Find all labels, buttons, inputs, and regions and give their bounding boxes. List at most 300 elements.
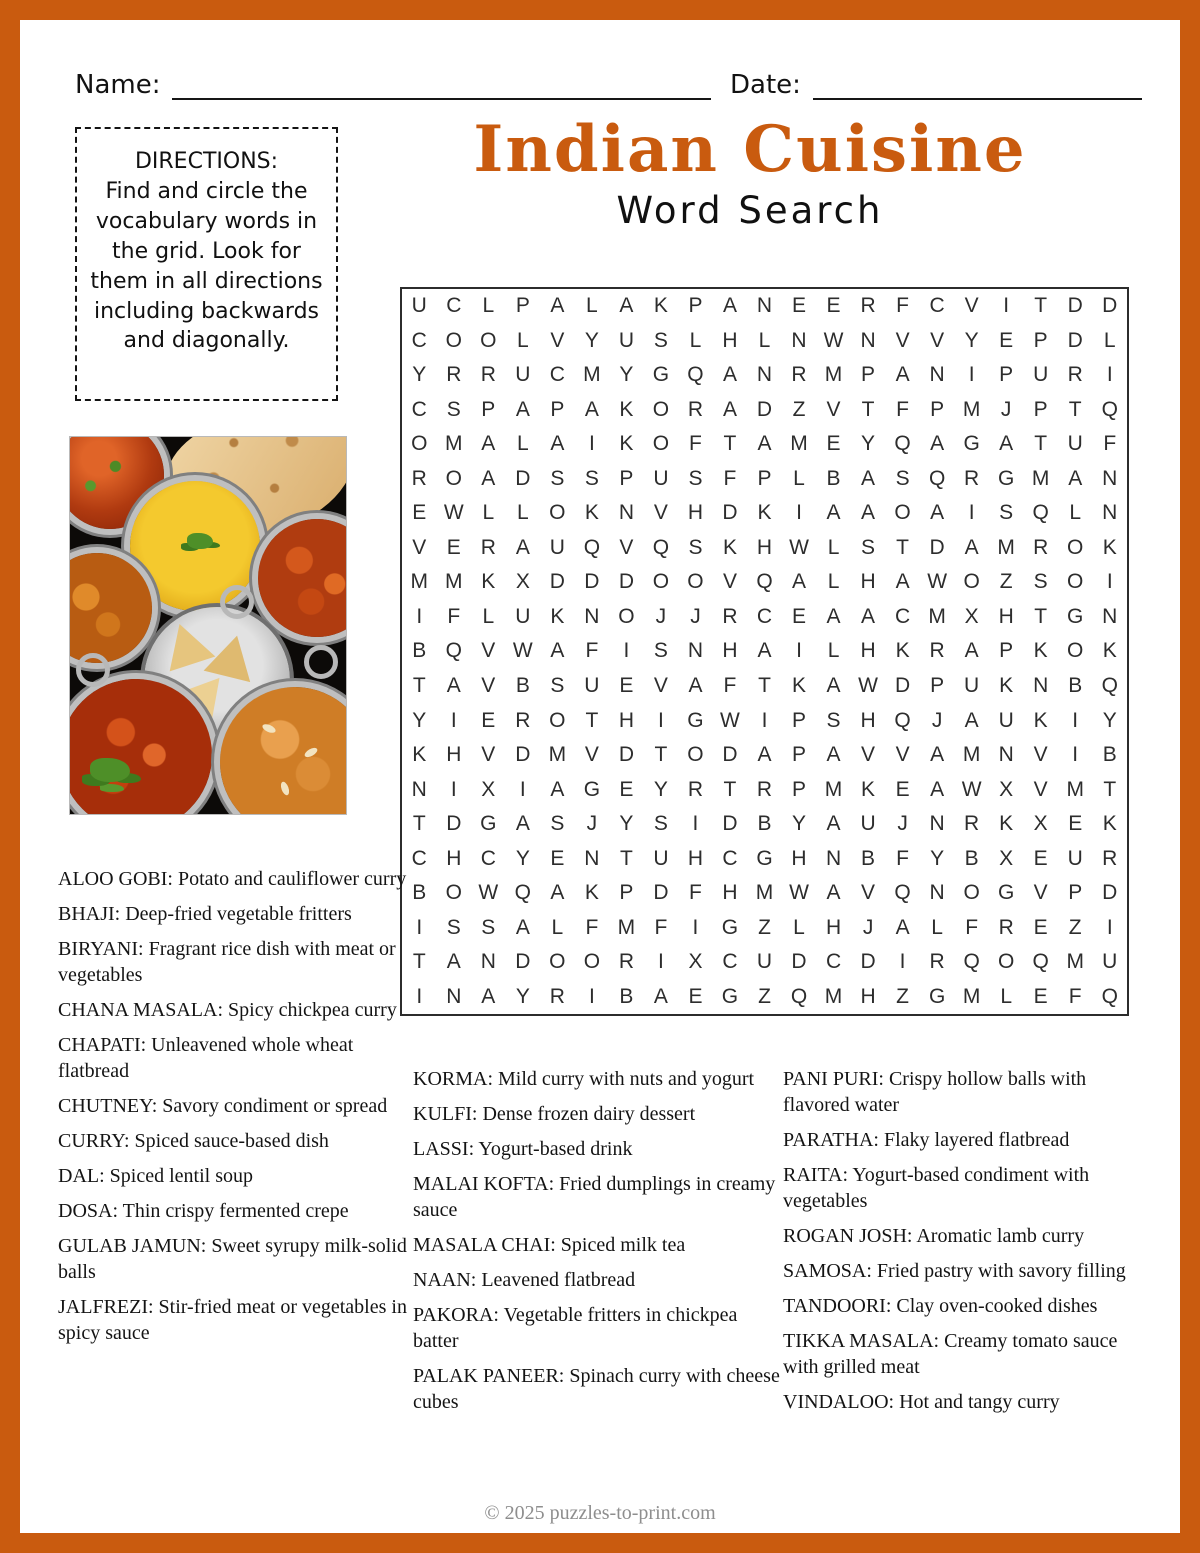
grid-letter: A xyxy=(861,466,876,490)
grid-letter: X xyxy=(515,570,530,594)
grid-letter: I xyxy=(692,812,699,836)
grid-letter: K xyxy=(722,535,737,559)
date-write-line xyxy=(813,66,1142,100)
grid-letter: L xyxy=(1000,984,1012,1008)
grid-letter: P xyxy=(930,674,945,698)
grid-letter: Q xyxy=(790,984,808,1008)
grid-letter: W xyxy=(789,881,809,905)
grid-letter: G xyxy=(997,881,1015,905)
grid-letter: A xyxy=(930,777,945,801)
grid-letter: R xyxy=(618,950,634,974)
grid-letter: S xyxy=(550,466,565,490)
grid-letter: G xyxy=(928,984,946,1008)
grid-letter: V xyxy=(550,328,565,352)
grid-letter: J xyxy=(690,604,701,628)
grid-letter: L xyxy=(793,466,805,490)
grid-letter: U xyxy=(1033,363,1049,387)
grid-letter: D xyxy=(446,812,462,836)
word-list-entry: TANDOORI: Clay oven-cooked dishes xyxy=(783,1295,1098,1317)
grid-letter: T xyxy=(1103,777,1117,801)
grid-letter: F xyxy=(689,881,702,905)
grid-letter: U xyxy=(1102,950,1118,974)
grid-letter: M xyxy=(962,984,981,1008)
grid-letter: I xyxy=(416,984,423,1008)
grid-letter: S xyxy=(653,639,668,663)
grid-letter: A xyxy=(1068,466,1083,490)
grid-letter: G xyxy=(687,708,704,732)
grid-letter: R xyxy=(756,777,773,801)
word-list-column-right xyxy=(783,1066,1149,1424)
grid-letter: P xyxy=(757,466,772,490)
grid-letter: P xyxy=(1068,881,1083,905)
grid-letter: K xyxy=(895,639,910,663)
grid-letter: C xyxy=(549,363,565,387)
grid-letter: E xyxy=(792,604,807,628)
word-list-entry: NAAN: Leavened flatbread xyxy=(413,1269,636,1291)
grid-letter: B xyxy=(964,846,979,870)
grid-letter: F xyxy=(689,432,702,456)
grid-letter: J xyxy=(1000,397,1012,421)
grid-letter: B xyxy=(1102,743,1117,767)
grid-letter: K xyxy=(1102,812,1117,836)
grid-letter: T xyxy=(1034,432,1048,456)
grid-letter: H xyxy=(446,846,462,870)
word-list-entry: BIRYANI: Fragrant rice dish with meat or vegetables xyxy=(58,938,396,986)
grid-letter: N xyxy=(584,846,600,870)
grid-letter: I xyxy=(588,984,595,1008)
grid-letter: E xyxy=(1033,915,1048,939)
grid-letter: T xyxy=(412,674,426,698)
grid-letter: Q xyxy=(583,535,601,559)
grid-letter: A xyxy=(550,639,565,663)
grid-letter: A xyxy=(757,432,772,456)
grid-letter: V xyxy=(826,397,841,421)
grid-letter: D xyxy=(618,743,634,767)
grid-letter: I xyxy=(658,950,664,974)
word-list-entry: PALAK PANEER: Spinach curry with cheese cubes xyxy=(413,1365,780,1413)
grid-letter: G xyxy=(583,777,601,801)
grid-letter: T xyxy=(758,674,771,698)
grid-letter: H xyxy=(791,846,807,870)
grid-letter: N xyxy=(929,812,945,836)
grid-letter: H xyxy=(860,639,876,663)
grid-letter: A xyxy=(550,881,565,905)
grid-letter: N xyxy=(929,881,945,905)
grid-letter: Q xyxy=(1101,984,1118,1008)
grid-letter: P xyxy=(930,397,945,421)
grid-letter: P xyxy=(550,397,565,421)
grid-letter: T xyxy=(619,846,633,870)
grid-letter: P xyxy=(999,363,1014,387)
grid-letter: V xyxy=(895,328,910,352)
grid-letter: D xyxy=(929,535,945,559)
grid-letter: Q xyxy=(1032,950,1049,974)
grid-letter: N xyxy=(1102,501,1118,525)
grid-letter: C xyxy=(929,294,945,318)
grid-letter: T xyxy=(412,812,426,836)
grid-letter: G xyxy=(1067,604,1084,628)
grid-letter: I xyxy=(658,708,664,732)
word-list-entry: PARATHA: Flaky layered flatbread xyxy=(783,1129,1070,1151)
grid-letter: V xyxy=(964,294,979,318)
grid-letter: Y xyxy=(619,812,634,836)
grid-letter: F xyxy=(447,604,461,628)
grid-letter: W xyxy=(478,881,499,905)
grid-letter: A xyxy=(895,363,910,387)
grid-letter: D xyxy=(722,812,738,836)
grid-letter: P xyxy=(1033,397,1048,421)
name-write-line xyxy=(172,66,711,100)
grid-letter: E xyxy=(619,674,634,698)
grid-letter: A xyxy=(895,570,910,594)
grid-letter: R xyxy=(549,984,565,1008)
grid-letter: P xyxy=(792,777,807,801)
grid-letter: E xyxy=(826,432,841,456)
grid-letter: R xyxy=(964,466,980,490)
grid-letter: V xyxy=(861,743,876,767)
grid-letter: F xyxy=(654,915,668,939)
grid-letter: K xyxy=(481,570,496,594)
grid-letter: O xyxy=(549,501,566,525)
word-list-entry: ROGAN JOSH: Aromatic lamb curry xyxy=(783,1225,1085,1247)
grid-letter: I xyxy=(761,708,768,732)
grid-letter: A xyxy=(722,294,737,318)
grid-letter: B xyxy=(515,674,530,698)
page-subtitle: Word Search xyxy=(616,189,884,233)
grid-letter: G xyxy=(721,984,739,1008)
grid-letter: I xyxy=(1072,743,1079,767)
grid-letter: E xyxy=(446,535,461,559)
grid-letter: T xyxy=(896,535,909,559)
grid-letter: A xyxy=(861,604,876,628)
grid-letter: P xyxy=(999,639,1014,663)
grid-letter: M xyxy=(962,397,981,421)
grid-letter: A xyxy=(826,501,841,525)
grid-letter: V xyxy=(653,674,668,698)
grid-letter: O xyxy=(894,501,911,525)
word-list-entry: CHANA MASALA: Spicy chickpea curry xyxy=(58,999,397,1021)
grid-letter: R xyxy=(515,708,531,732)
grid-letter: V xyxy=(722,570,737,594)
word-list-entry: TIKKA MASALA: Creamy tomato sauce with grilled meat xyxy=(783,1330,1118,1378)
word-list-entry: CURRY: Spiced sauce-based dish xyxy=(58,1130,329,1152)
grid-letter: L xyxy=(482,501,495,525)
grid-letter: K xyxy=(861,777,876,801)
grid-letter: A xyxy=(653,984,668,1008)
grid-letter: L xyxy=(1103,328,1116,352)
date-field xyxy=(730,66,1142,100)
grid-letter: D xyxy=(653,881,669,905)
grid-letter: M xyxy=(928,604,946,628)
grid-letter: R xyxy=(1033,535,1049,559)
grid-letter: H xyxy=(687,501,704,525)
grid-letter: Z xyxy=(999,570,1013,594)
copyright-footer: © 2025 puzzles-to-print.com xyxy=(484,1502,716,1524)
grid-letter: J xyxy=(655,604,667,628)
grid-letter: I xyxy=(519,777,526,801)
grid-letter: D xyxy=(1067,294,1083,318)
grid-letter: I xyxy=(968,363,975,387)
grid-letter: P xyxy=(515,294,530,318)
grid-letter: A xyxy=(688,674,703,698)
grid-letter: Y xyxy=(412,363,427,387)
grid-letter: A xyxy=(930,743,945,767)
grid-letter: O xyxy=(997,950,1015,974)
grid-letter: E xyxy=(1033,846,1048,870)
grid-letter: Y xyxy=(930,846,945,870)
grid-letter: H xyxy=(756,535,773,559)
word-list-entry: CHAPATI: Unleavened whole wheat flatbread xyxy=(58,1034,354,1082)
grid-letter: I xyxy=(1106,363,1113,387)
grid-letter: A xyxy=(964,639,979,663)
grid-letter: L xyxy=(827,639,840,663)
grid-letter: S xyxy=(584,466,599,490)
grid-letter: N xyxy=(446,984,462,1008)
grid-letter: G xyxy=(652,363,670,387)
grid-letter: A xyxy=(826,604,841,628)
grid-letter: V xyxy=(412,535,427,559)
grid-letter: A xyxy=(826,743,841,767)
grid-letter: I xyxy=(1003,294,1010,318)
grid-letter: W xyxy=(720,708,740,732)
grid-letter: N xyxy=(411,777,427,801)
grid-letter: M xyxy=(997,535,1015,559)
grid-letter: C xyxy=(895,604,911,628)
grid-letter: X xyxy=(999,846,1014,870)
grid-letter: F xyxy=(585,915,599,939)
grid-letter: P xyxy=(792,708,807,732)
grid-letter: Q xyxy=(1101,397,1118,421)
grid-letter: M xyxy=(790,432,808,456)
grid-letter: R xyxy=(1102,846,1118,870)
grid-letter: M xyxy=(445,432,463,456)
grid-letter: K xyxy=(1033,708,1048,732)
grid-letter: A xyxy=(515,535,530,559)
grid-letter: K xyxy=(1102,639,1117,663)
grid-letter: V xyxy=(1033,743,1048,767)
grid-letter: U xyxy=(515,604,531,628)
grid-letter: R xyxy=(687,397,704,421)
grid-letter: L xyxy=(1069,501,1082,525)
grid-letter: U xyxy=(998,708,1014,732)
indian-food-photo xyxy=(70,437,346,814)
grid-letter: V xyxy=(653,501,668,525)
grid-letter: R xyxy=(446,363,462,387)
grid-letter: Q xyxy=(963,950,980,974)
word-list-entry: KORMA: Mild curry with nuts and yogurt xyxy=(413,1068,755,1090)
grid-letter: O xyxy=(1067,570,1084,594)
grid-letter: G xyxy=(721,915,739,939)
grid-letter: C xyxy=(411,397,427,421)
grid-letter: A xyxy=(550,294,565,318)
grid-letter: O xyxy=(963,570,980,594)
grid-letter: H xyxy=(722,328,738,352)
grid-letter: Y xyxy=(1102,708,1117,732)
grid-letter: G xyxy=(480,812,497,836)
grid-letter: S xyxy=(446,397,461,421)
grid-letter: B xyxy=(757,812,772,836)
grid-letter: W xyxy=(961,777,982,801)
grid-letter: S xyxy=(653,812,668,836)
grid-letter: B xyxy=(619,984,634,1008)
grid-letter: A xyxy=(930,432,945,456)
grid-letter: T xyxy=(585,708,599,732)
grid-letter: C xyxy=(411,328,427,352)
grid-letter: A xyxy=(895,915,910,939)
grid-letter: S xyxy=(550,674,565,698)
word-list-entry: GULAB JAMUN: Sweet syrupy milk-solid balls xyxy=(58,1235,407,1283)
grid-letter: O xyxy=(687,743,704,767)
grid-letter: R xyxy=(791,363,807,387)
grid-letter: O xyxy=(583,950,601,974)
grid-letter: Y xyxy=(653,777,668,801)
grid-letter: C xyxy=(411,846,427,870)
grid-letter: N xyxy=(860,328,876,352)
grid-letter: Q xyxy=(928,466,946,490)
grid-letter: X xyxy=(1033,812,1048,836)
grid-letter: S xyxy=(826,708,841,732)
grid-letter: K xyxy=(584,881,599,905)
grid-letter: E xyxy=(792,294,807,318)
grid-letter: Q xyxy=(445,639,462,663)
grid-letter: L xyxy=(586,294,598,318)
grid-letter: A xyxy=(826,674,841,698)
grid-letter: Q xyxy=(514,881,531,905)
grid-letter: Y xyxy=(584,328,599,352)
grid-letter: K xyxy=(619,397,634,421)
grid-letter: S xyxy=(550,812,565,836)
grid-letter: A xyxy=(550,777,565,801)
grid-letter: G xyxy=(997,466,1015,490)
grid-letter: I xyxy=(450,708,457,732)
word-list-entry: SAMOSA: Fried pastry with savory filling xyxy=(783,1260,1126,1282)
grid-letter: F xyxy=(896,846,909,870)
word-list-column-left xyxy=(58,866,410,1355)
grid-letter: Y xyxy=(964,328,979,352)
grid-letter: A xyxy=(722,397,737,421)
grid-letter: E xyxy=(999,328,1014,352)
grid-letter: I xyxy=(623,639,630,663)
grid-letter: S xyxy=(999,501,1014,525)
grid-letter: N xyxy=(791,328,807,352)
name-label: Name: xyxy=(75,70,161,100)
name-field xyxy=(75,66,711,100)
grid-letter: Y xyxy=(619,363,634,387)
grid-letter: N xyxy=(1033,674,1049,698)
grid-letter: E xyxy=(1033,984,1048,1008)
grid-letter: P xyxy=(619,466,634,490)
directions-body: Find and circle the vocabulary words in the grid. Look for them in all directions including backwards and diagonally. xyxy=(90,178,323,354)
grid-letter: E xyxy=(412,501,427,525)
grid-letter: O xyxy=(687,570,704,594)
grid-letter: A xyxy=(481,466,496,490)
grid-letter: D xyxy=(1067,328,1083,352)
word-list-entry: VINDALOO: Hot and tangy curry xyxy=(783,1391,1060,1413)
grid-letter: A xyxy=(792,570,807,594)
grid-letter: A xyxy=(964,708,979,732)
grid-letter: N xyxy=(756,294,773,318)
grid-letter: J xyxy=(931,708,943,732)
grid-letter: K xyxy=(999,674,1014,698)
grid-letter: S xyxy=(1033,570,1048,594)
grid-letter: O xyxy=(1067,535,1084,559)
grid-letter: G xyxy=(756,846,773,870)
grid-letter: A xyxy=(515,397,530,421)
grid-letter: E xyxy=(826,294,841,318)
grid-letter: I xyxy=(796,639,802,663)
grid-letter: B xyxy=(861,846,876,870)
grid-letter: M xyxy=(824,777,843,801)
grid-letter: V xyxy=(861,881,876,905)
grid-letter: L xyxy=(482,604,495,628)
grid-letter: M xyxy=(824,984,843,1008)
grid-letter: O xyxy=(652,397,670,421)
grid-letter: U xyxy=(515,363,531,387)
grid-letter: A xyxy=(757,639,772,663)
grid-letter: R xyxy=(998,915,1014,939)
grid-letter: Z xyxy=(896,984,909,1008)
grid-letter: U xyxy=(1067,846,1083,870)
grid-letter: K xyxy=(584,501,599,525)
grid-letter: U xyxy=(1067,432,1083,456)
grid-letter: V xyxy=(481,639,496,663)
grid-letter: M xyxy=(962,743,981,767)
grid-letter: D xyxy=(1102,881,1118,905)
grid-letter: X xyxy=(481,777,496,801)
grid-letter: C xyxy=(825,950,842,974)
grid-letter: H xyxy=(998,604,1014,628)
grid-letter: Y xyxy=(792,812,807,836)
word-list-column-middle xyxy=(413,1066,781,1424)
grid-letter: D xyxy=(515,743,531,767)
grid-letter: Y xyxy=(861,432,876,456)
grid-letter: T xyxy=(723,777,737,801)
grid-letter: J xyxy=(897,812,908,836)
grid-letter: C xyxy=(756,604,773,628)
grid-letter: O xyxy=(480,328,497,352)
word-list-entry: BHAJI: Deep-fried vegetable fritters xyxy=(58,903,352,925)
grid-letter: Z xyxy=(758,984,771,1008)
grid-letter: M xyxy=(1066,777,1084,801)
grid-letter: I xyxy=(416,915,423,939)
grid-letter: N xyxy=(1102,604,1118,628)
grid-letter: A xyxy=(550,432,565,456)
grid-letter: V xyxy=(930,328,945,352)
grid-letter: T xyxy=(1034,294,1048,318)
grid-letter: H xyxy=(860,708,876,732)
grid-letter: T xyxy=(1034,604,1048,628)
grid-letter: S xyxy=(861,535,876,559)
grid-letter: I xyxy=(899,950,906,974)
grid-letter: Q xyxy=(894,881,911,905)
grid-letter: U xyxy=(549,535,565,559)
grid-letter: N xyxy=(929,363,945,387)
word-list-entry: ALOO GOBI: Potato and cauliflower curry xyxy=(58,868,407,890)
grid-letter: D xyxy=(618,570,634,594)
grid-letter: Z xyxy=(792,397,806,421)
grid-letter: O xyxy=(549,708,566,732)
grid-letter: N xyxy=(825,846,842,870)
grid-letter: D xyxy=(756,397,773,421)
grid-letter: N xyxy=(618,501,634,525)
grid-letter: W xyxy=(858,674,878,698)
grid-letter: F xyxy=(723,674,737,698)
grid-letter: O xyxy=(445,881,462,905)
grid-letter: J xyxy=(586,812,598,836)
grid-letter: B xyxy=(826,466,841,490)
grid-letter: P xyxy=(619,881,634,905)
grid-letter: V xyxy=(584,743,599,767)
